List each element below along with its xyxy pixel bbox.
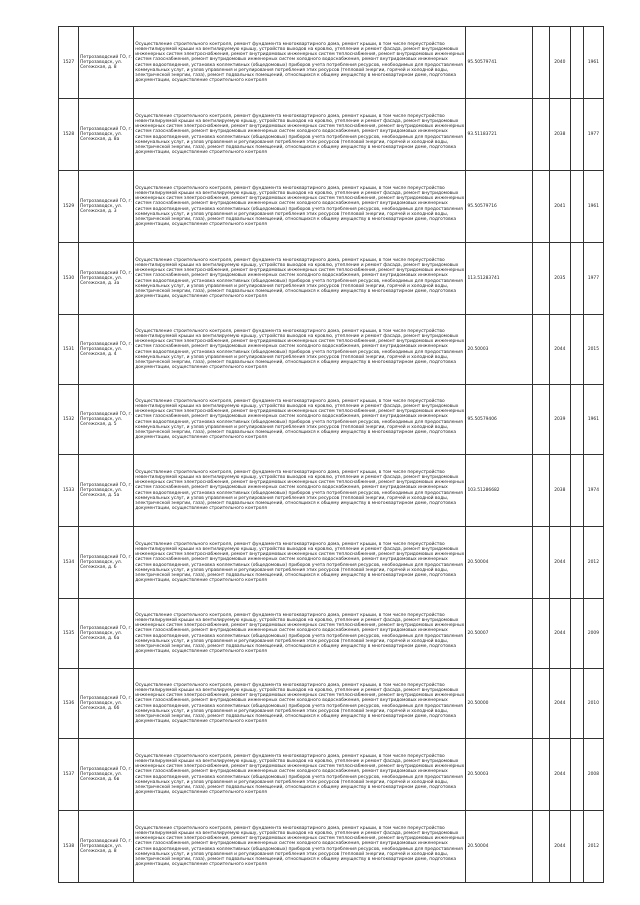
address-line: Петрозаводск, ул. xyxy=(80,630,123,636)
address-cell xyxy=(79,315,134,385)
planned-year-cell: 2044 xyxy=(549,739,570,811)
table-row xyxy=(59,385,604,455)
area-cell: 20.50004 xyxy=(466,811,532,883)
empty-cell xyxy=(532,455,549,527)
planned-year-cell: 2038 xyxy=(549,455,570,527)
table-row xyxy=(59,27,604,99)
work-description-cell: Осуществление строительного контроля, ремонт фундамента многоквартирного дома, ремонт крыши, в том числе переустройство невентилируемой крыши на вентилируемую крышу, устройство выходов на кровлю, утепление и ремонт фасада, ремонт внутридомовых инженерных систем электроснабжения, ремонт внутридомовых инженерных систем теплоснабжения, ремонт внутридомовых инженерных систем газоснабжения, ремонт внутридомовых инженерных систем холодного водоснабжения, ремонт внутридомовых инженерных систем водоотведения, установка коллективных (общедомовых) приборов учета потребления ресурсов, необходимых для предоставления коммунальных услуг, и узлов управления и регулирования потребления этих ресурсов (тепловой энергии, горячей и холодной воды, электрической энергии, газа), ремонт подвальных помещений, относящихся к общему имуществу в многоквартирном доме, подготовка документации, осуществление строительного контроля xyxy=(134,811,466,883)
area-cell: 20.50007 xyxy=(466,599,532,669)
address-cell xyxy=(79,811,134,883)
planned-year-cell: 2035 xyxy=(549,243,570,315)
empty-cell xyxy=(532,811,549,883)
address-line: Сегежская, д. 6 xyxy=(80,565,117,571)
address-cell xyxy=(79,599,134,669)
address-line: Петрозаводск, ул. xyxy=(80,559,123,565)
address-line: Петрозаводский ГО, г. xyxy=(80,482,133,488)
address-line: Петрозаводский ГО, г. xyxy=(80,54,133,60)
planned-year-cell: 2044 xyxy=(549,599,570,669)
address-line: Петрозаводск, ул. xyxy=(80,700,123,706)
empty-cell xyxy=(532,669,549,739)
address-line: Петрозаводск, ул. xyxy=(80,771,123,777)
address-line: Петрозаводский ГО, г. xyxy=(80,411,133,417)
row-number: 1532 xyxy=(59,385,79,455)
work-description-cell: Осуществление строительного контроля, ремонт фундамента многоквартирного дома, ремонт крыши, в том числе переустройство невентилируемой крыши на вентилируемую крышу, устройство выходов на кровлю, утепление и ремонт фасада, ремонт внутридомовых инженерных систем электроснабжения, ремонт внутридомовых инженерных систем теплоснабжения, ремонт внутридомовых инженерных систем газоснабжения, ремонт внутридомовых инженерных систем холодного водоснабжения, ремонт внутридомовых инженерных систем водоотведения, установка коллективных (общедомовых) приборов учета потребления ресурсов, необходимых для предоставления коммунальных услуг, и узлов управления и регулирования потребления этих ресурсов (тепловой энергии, горячей и холодной воды, электрической энергии, газа), ремонт подвальных помещений, относящихся к общему имуществу в многоквартирном доме, подготовка документации, осуществление строительного контроля xyxy=(134,455,466,527)
address-cell xyxy=(79,27,134,99)
address-cell xyxy=(79,385,134,455)
address-line: Сегежская, д. 6б xyxy=(80,706,120,712)
address-cell xyxy=(79,99,134,171)
empty-cell xyxy=(570,315,583,385)
built-year-cell: 1961 xyxy=(583,171,603,243)
address-line: Сегежская, д. 5 xyxy=(80,422,117,428)
planned-year-cell: 2044 xyxy=(549,527,570,599)
empty-cell xyxy=(570,243,583,315)
built-year-cell: 2008 xyxy=(583,739,603,811)
empty-cell xyxy=(532,739,549,811)
built-year-cell: 1961 xyxy=(583,385,603,455)
address-line: Сегежская, д. 4 xyxy=(80,352,117,358)
address-line: Петрозаводск, ул. xyxy=(80,416,123,422)
address-cell xyxy=(79,669,134,739)
work-description-cell: Осуществление строительного контроля, ремонт фундамента многоквартирного дома, ремонт крыши, в том числе переустройство невентилируемой крыши на вентилируемую крышу, устройство выходов на кровлю, утепление и ремонт фасада, ремонт внутридомовых инженерных систем электроснабжения, ремонт внутридомовых инженерных систем теплоснабжения, ремонт внутридомовых инженерных систем газоснабжения, ремонт внутридомовых инженерных систем холодного водоснабжения, ремонт внутридомовых инженерных систем водоотведения, установка коллективных (общедомовых) приборов учета потребления ресурсов, необходимых для предоставления коммунальных услуг, и узлов управления и регулирования потребления этих ресурсов (тепловой энергии, горячей и холодной воды, электрической энергии, газа), ремонт подвальных помещений, относящихся к общему имуществу в многоквартирном доме, подготовка документации, осуществление строительного контроля xyxy=(134,739,466,811)
planned-year-cell: 2041 xyxy=(549,171,570,243)
planned-year-cell: 2044 xyxy=(549,811,570,883)
empty-cell xyxy=(532,599,549,669)
address-line: Петрозаводский ГО, г. xyxy=(80,838,133,844)
empty-cell xyxy=(570,527,583,599)
table-row xyxy=(59,599,604,669)
empty-cell xyxy=(570,811,583,883)
table-body xyxy=(59,27,604,883)
empty-cell xyxy=(532,171,549,243)
built-year-cell: 1977 xyxy=(583,243,603,315)
row-number: 1528 xyxy=(59,99,79,171)
row-number: 1527 xyxy=(59,27,79,99)
address-line: Петрозаводский ГО, г. xyxy=(80,695,133,701)
address-cell xyxy=(79,243,134,315)
planned-year-cell: 2044 xyxy=(549,315,570,385)
address-line: Петрозаводский ГО, г. xyxy=(80,766,133,772)
empty-cell xyxy=(532,243,549,315)
table-row xyxy=(59,243,604,315)
empty-cell xyxy=(532,527,549,599)
table-row xyxy=(59,669,604,739)
address-line: Сегежская, д. 3а xyxy=(80,281,120,287)
row-number: 1536 xyxy=(59,669,79,739)
area-cell: 20.50000 xyxy=(466,669,532,739)
row-number: 1530 xyxy=(59,243,79,315)
address-line: Петрозаводск, ул. xyxy=(80,275,123,281)
empty-cell xyxy=(532,99,549,171)
table-row xyxy=(59,99,604,171)
area-cell: 95.50579716 xyxy=(466,171,532,243)
address-line: Петрозаводск, ул. xyxy=(80,131,123,137)
planned-year-cell: 2040 xyxy=(549,27,570,99)
table-row xyxy=(59,315,604,385)
area-cell: 20.50004 xyxy=(466,527,532,599)
area-cell: 93.51183721 xyxy=(466,99,532,171)
address-line: Петрозаводский ГО, г. xyxy=(80,341,133,347)
address-cell xyxy=(79,455,134,527)
work-description-cell: Осуществление строительного контроля, ремонт фундамента многоквартирного дома, ремонт крыши, в том числе переустройство невентилируемой крыши на вентилируемую крышу, устройство выходов на кровлю, утепление и ремонт фасада, ремонт внутридомовых инженерных систем электроснабжения, ремонт внутридомовых инженерных систем теплоснабжения, ремонт внутридомовых инженерных систем газоснабжения, ремонт внутридомовых инженерных систем холодного водоснабжения, ремонт внутридомовых инженерных систем водоотведения, установка коллективных (общедомовых) приборов учета потребления ресурсов, необходимых для предоставления коммунальных услуг, и узлов управления и регулирования потребления этих ресурсов (тепловой энергии, горячей и холодной воды, электрической энергии, газа), ремонт подвальных помещений, относящихся к общему имуществу в многоквартирном доме, подготовка документации, осуществление строительного контроля xyxy=(134,243,466,315)
address-cell xyxy=(79,527,134,599)
area-cell: 20.50003 xyxy=(466,315,532,385)
address-line: Петрозаводский ГО, г. xyxy=(80,554,133,560)
address-line: Сегежская, д. 5а xyxy=(80,493,120,499)
empty-cell xyxy=(570,385,583,455)
area-cell: 103.51286682 xyxy=(466,455,532,527)
address-line: Петрозаводский ГО, г. xyxy=(80,270,133,276)
row-number: 1534 xyxy=(59,527,79,599)
row-number: 1529 xyxy=(59,171,79,243)
work-description-cell: Осуществление строительного контроля, ремонт фундамента многоквартирного дома, ремонт крыши, в том числе переустройство невентилируемой крыши на вентилируемую крышу, устройство выходов на кровлю, утепление и ремонт фасада, ремонт внутридомовых инженерных систем электроснабжения, ремонт внутридомовых инженерных систем теплоснабжения, ремонт внутридомовых инженерных систем газоснабжения, ремонт внутридомовых инженерных систем холодного водоснабжения, ремонт внутридомовых инженерных систем водоотведения, установка коллективных (общедомовых) приборов учета потребления ресурсов, необходимых для предоставления коммунальных услуг, и узлов управления и регулирования потребления этих ресурсов (тепловой энергии, горячей и холодной воды, электрической энергии, газа), ремонт подвальных помещений, относящихся к общему имуществу в многоквартирном доме, подготовка документации, осуществление строительного контроля xyxy=(134,527,466,599)
address-line: Сегежская, д. 6в xyxy=(80,777,120,783)
address-line: Сегежская, д. 8 xyxy=(80,849,117,855)
planned-year-cell: 2038 xyxy=(549,99,570,171)
work-description-cell: Осуществление строительного контроля, ремонт фундамента многоквартирного дома, ремонт крыши, в том числе переустройство невентилируемой крыши на вентилируемую крышу, устройство выходов на кровлю, утепление и ремонт фасада, ремонт внутридомовых инженерных систем электроснабжения, ремонт внутридомовых инженерных систем теплоснабжения, ремонт внутридомовых инженерных систем газоснабжения, ремонт внутридомовых инженерных систем холодного водоснабжения, ремонт внутридомовых инженерных систем водоотведения, установка коллективных (общедомовых) приборов учета потребления ресурсов, необходимых для предоставления коммунальных услуг, и узлов управления и регулирования потребления этих ресурсов (тепловой энергии, горячей и холодной воды, электрической энергии, газа), ремонт подвальных помещений, относящихся к общему имуществу в многоквартирном доме, подготовка документации, осуществление строительного контроля xyxy=(134,27,466,99)
table-row xyxy=(59,171,604,243)
address-line: Петрозаводский ГО, г. xyxy=(80,625,133,631)
empty-cell xyxy=(570,599,583,669)
built-year-cell: 2009 xyxy=(583,599,603,669)
address-cell xyxy=(79,171,134,243)
empty-cell xyxy=(570,27,583,99)
address-line: Петрозаводск, ул. xyxy=(80,487,123,493)
area-cell: 95.50579406 xyxy=(466,385,532,455)
table-row xyxy=(59,739,604,811)
address-line: Сегежская, д. 8 xyxy=(80,65,117,71)
address-line: Сегежская, д. 3 xyxy=(80,209,117,215)
address-line: Петрозаводск, ул. xyxy=(80,346,123,352)
work-description-cell: Осуществление строительного контроля, ремонт фундамента многоквартирного дома, ремонт крыши, в том числе переустройство невентилируемой крыши на вентилируемую крышу, устройство выходов на кровлю, утепление и ремонт фасада, ремонт внутридомовых инженерных систем электроснабжения, ремонт внутридомовых инженерных систем теплоснабжения, ремонт внутридомовых инженерных систем газоснабжения, ремонт внутридомовых инженерных систем холодного водоснабжения, ремонт внутридомовых инженерных систем водоотведения, установка коллективных (общедомовых) приборов учета потребления ресурсов, необходимых для предоставления коммунальных услуг, и узлов управления и регулирования потребления этих ресурсов (тепловой энергии, горячей и холодной воды, электрической энергии, газа), ремонт подвальных помещений, относящихся к общему имуществу в многоквартирном доме, подготовка документации, осуществление строительного контроля xyxy=(134,599,466,669)
empty-cell xyxy=(532,385,549,455)
empty-cell xyxy=(570,739,583,811)
repair-registry-table xyxy=(58,26,604,883)
row-number: 1537 xyxy=(59,739,79,811)
empty-cell xyxy=(570,669,583,739)
row-number: 1531 xyxy=(59,315,79,385)
table-row xyxy=(59,527,604,599)
empty-cell xyxy=(570,455,583,527)
empty-cell xyxy=(570,171,583,243)
built-year-cell: 2012 xyxy=(583,527,603,599)
area-cell: 20.50003 xyxy=(466,739,532,811)
address-line: Петрозаводск, ул. xyxy=(80,843,123,849)
work-description-cell: Осуществление строительного контроля, ремонт фундамента многоквартирного дома, ремонт крыши, в том числе переустройство невентилируемой крыши на вентилируемую крышу, устройство выходов на кровлю, утепление и ремонт фасада, ремонт внутридомовых инженерных систем электроснабжения, ремонт внутридомовых инженерных систем теплоснабжения, ремонт внутридомовых инженерных систем газоснабжения, ремонт внутридомовых инженерных систем холодного водоснабжения, ремонт внутридомовых инженерных систем водоотведения, установка коллективных (общедомовых) приборов учета потребления ресурсов, необходимых для предоставления коммунальных услуг, и узлов управления и регулирования потребления этих ресурсов (тепловой энергии, горячей и холодной воды, электрической энергии, газа), ремонт подвальных помещений, относящихся к общему имуществу в многоквартирном доме, подготовка документации, осуществление строительного контроля xyxy=(134,315,466,385)
empty-cell xyxy=(532,27,549,99)
area-cell: 113.51283741 xyxy=(466,243,532,315)
empty-cell xyxy=(570,99,583,171)
address-line: Петрозаводский ГО, г. xyxy=(80,198,133,204)
built-year-cell: 2015 xyxy=(583,315,603,385)
row-number: 1538 xyxy=(59,811,79,883)
planned-year-cell: 2039 xyxy=(549,385,570,455)
address-cell xyxy=(79,739,134,811)
built-year-cell: 1977 xyxy=(583,99,603,171)
built-year-cell: 1961 xyxy=(583,27,603,99)
built-year-cell: 2012 xyxy=(583,811,603,883)
address-line: Сегежская, д. 6а xyxy=(80,636,120,642)
row-number: 1533 xyxy=(59,455,79,527)
area-cell: 95.50579741 xyxy=(466,27,532,99)
work-description-cell: Осуществление строительного контроля, ремонт фундамента многоквартирного дома, ремонт крыши, в том числе переустройство невентилируемой крыши на вентилируемую крышу, устройство выходов на кровлю, утепление и ремонт фасада, ремонт внутридомовых инженерных систем электроснабжения, ремонт внутридомовых инженерных систем теплоснабжения, ремонт внутридомовых инженерных систем газоснабжения, ремонт внутридомовых инженерных систем холодного водоснабжения, ремонт внутридомовых инженерных систем водоотведения, установка коллективных (общедомовых) приборов учета потребления ресурсов, необходимых для предоставления коммунальных услуг, и узлов управления и регулирования потребления этих ресурсов (тепловой энергии, горячей и холодной воды, электрической энергии, газа), ремонт подвальных помещений, относящихся к общему имуществу в многоквартирном доме, подготовка документации, осуществление строительного контроля xyxy=(134,669,466,739)
work-description-cell: Осуществление строительного контроля, ремонт фундамента многоквартирного дома, ремонт крыши, в том числе переустройство невентилируемой крыши на вентилируемую крышу, устройство выходов на кровлю, утепление и ремонт фасада, ремонт внутридомовых инженерных систем электроснабжения, ремонт внутридомовых инженерных систем теплоснабжения, ремонт внутридомовых инженерных систем газоснабжения, ремонт внутридомовых инженерных систем холодного водоснабжения, ремонт внутридомовых инженерных систем водоотведения, установка коллективных (общедомовых) приборов учета потребления ресурсов, необходимых для предоставления коммунальных услуг, и узлов управления и регулирования потребления этих ресурсов (тепловой энергии, горячей и холодной воды, электрической энергии, газа), ремонт подвальных помещений, относящихся к общему имуществу в многоквартирном доме, подготовка документации, осуществление строительного контроля xyxy=(134,99,466,171)
address-line: Петрозаводский ГО, г. xyxy=(80,126,133,132)
row-number: 1535 xyxy=(59,599,79,669)
built-year-cell: 1974 xyxy=(583,455,603,527)
table-row xyxy=(59,455,604,527)
planned-year-cell: 2044 xyxy=(549,669,570,739)
address-line: Сегежская, д. 8а xyxy=(80,137,120,143)
address-line: Петрозаводск, ул. xyxy=(80,59,123,65)
empty-cell xyxy=(532,315,549,385)
table-row xyxy=(59,811,604,883)
built-year-cell: 2010 xyxy=(583,669,603,739)
work-description-cell: Осуществление строительного контроля, ремонт фундамента многоквартирного дома, ремонт крыши, в том числе переустройство невентилируемой крыши на вентилируемую крышу, устройство выходов на кровлю, утепление и ремонт фасада, ремонт внутридомовых инженерных систем электроснабжения, ремонт внутридомовых инженерных систем теплоснабжения, ремонт внутридомовых инженерных систем газоснабжения, ремонт внутридомовых инженерных систем холодного водоснабжения, ремонт внутридомовых инженерных систем водоотведения, установка коллективных (общедомовых) приборов учета потребления ресурсов, необходимых для предоставления коммунальных услуг, и узлов управления и регулирования потребления этих ресурсов (тепловой энергии, горячей и холодной воды, электрической энергии, газа), ремонт подвальных помещений, относящихся к общему имуществу в многоквартирном доме, подготовка документации, осуществление строительного контроля xyxy=(134,385,466,455)
work-description-cell: Осуществление строительного контроля, ремонт фундамента многоквартирного дома, ремонт крыши, в том числе переустройство невентилируемой крыши на вентилируемую крышу, устройство выходов на кровлю, утепление и ремонт фасада, ремонт внутридомовых инженерных систем электроснабжения, ремонт внутридомовых инженерных систем теплоснабжения, ремонт внутридомовых инженерных систем газоснабжения, ремонт внутридомовых инженерных систем холодного водоснабжения, ремонт внутридомовых инженерных систем водоотведения, установка коллективных (общедомовых) приборов учета потребления ресурсов, необходимых для предоставления коммунальных услуг, и узлов управления и регулирования потребления этих ресурсов (тепловой энергии, горячей и холодной воды, электрической энергии, газа), ремонт подвальных помещений, относящихся к общему имуществу в многоквартирном доме, подготовка документации, осуществление строительного контроля xyxy=(134,171,466,243)
address-line: Петрозаводск, ул. xyxy=(80,203,123,209)
